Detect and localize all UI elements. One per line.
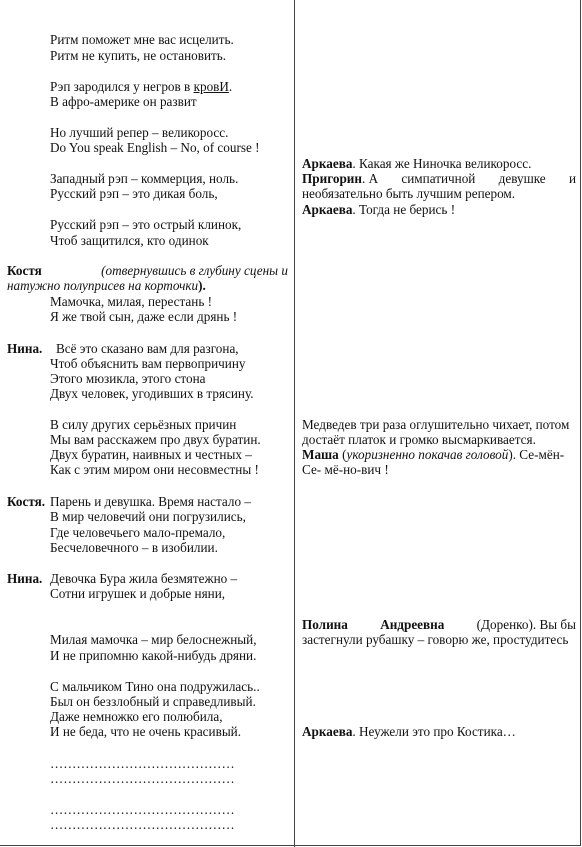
- verse-line: Рэп зародился у негров в кровИ.: [50, 79, 233, 94]
- stage-direction: укоризненно покачав головой: [346, 447, 509, 462]
- stage-direction: (отвернувшись в глубину сцены и: [101, 263, 288, 278]
- speaker-name: Полина: [302, 617, 348, 632]
- stage-direction-line: натужно полуприсев на корточки).: [7, 278, 206, 293]
- verse-line: Девочка Бура жила безмятежно –: [50, 571, 238, 586]
- speaker-name: Аркаева: [302, 202, 353, 217]
- verse-line: Мы вам расскажем про двух буратин.: [50, 432, 261, 447]
- remark-line: Се- мё-но-вич !: [302, 462, 389, 477]
- verse-line: Бесчеловечного – в изобилии.: [50, 540, 218, 555]
- verse-line: Но лучший репер – великоросс.: [50, 125, 229, 140]
- verse-line: Западный рэп – коммерция, ноль.: [50, 171, 239, 186]
- verse-line: В мир человечий они погрузились,: [50, 509, 246, 524]
- stage-direction-line: достаёт платок и громко высмаркивается.: [302, 432, 536, 447]
- speaker-name: Аркаева: [302, 156, 353, 171]
- verse-line: Этого мюзикла, этого стона: [50, 371, 206, 386]
- stage-direction-line: Медведев три раза оглушительно чихает, потом: [302, 417, 570, 432]
- remark-line: Маша (укоризненно покачав головой). Се-мён-: [302, 447, 565, 462]
- remark-line: Полина Андреевна (Доренко). Вы бы: [302, 617, 576, 632]
- speaker-name: Нина.: [7, 341, 43, 356]
- remark-line: Аркаева. Тогда не берись !: [302, 202, 456, 217]
- verse-line: С мальчиком Тино она подружилась..: [50, 679, 260, 694]
- verse-line: И не беда, что не очень красивый.: [50, 724, 242, 739]
- verse-line: Парень и девушка. Время настало –: [50, 494, 251, 509]
- verse-line: Двух буратин, наивных и честных –: [50, 447, 252, 462]
- speaker-name: Костя: [7, 263, 42, 278]
- verse-line: Был он беззлобный и справедливый.: [50, 694, 256, 709]
- speaker-name: Маша: [302, 447, 339, 462]
- remark-line: Аркаева. Какая же Ниночка великоросс.: [302, 156, 532, 171]
- verse-line: Двух человек, угодивших в трясину.: [50, 386, 254, 401]
- verse-line: Ритм не купить, не остановить.: [50, 48, 227, 63]
- speaker-line: [7, 263, 288, 278]
- verse-line: И не припомню какой-нибудь дряни.: [50, 648, 257, 663]
- remark-line: Пригорин. А симпатичной девушке и: [302, 171, 576, 186]
- underlined-word: кровИ: [193, 79, 229, 94]
- verse-line: Как с этим миром они несовместны !: [50, 462, 259, 477]
- verse-line: В афро-америке он развит: [50, 94, 197, 109]
- ellipsis-line: ……………………………………: [50, 771, 235, 786]
- remark-line: Аркаева. Неужели это про Костика…: [302, 724, 516, 739]
- speaker-name: Пригорин: [302, 171, 362, 186]
- verse-line: Я же твой сын, даже если дрянь !: [50, 309, 238, 324]
- verse-line: Мамочка, милая, перестань !: [50, 294, 213, 309]
- column-divider: [294, 0, 295, 847]
- verse-line: Чтоб объяснить вам первопричину: [50, 356, 246, 371]
- verse-line: Сотни игрушек и добрые няни,: [50, 586, 226, 601]
- ellipsis-line: ……………………………………: [50, 802, 235, 817]
- speaker-name: Андреевна: [380, 617, 445, 632]
- verse-line: Милая мамочка – мир белоснежный,: [50, 632, 257, 647]
- verse-line: Чтоб защитился, кто одинок: [50, 233, 209, 248]
- speaker-name: Костя.: [7, 494, 46, 509]
- verse-line: Русский рэп – это дикая боль,: [50, 186, 218, 201]
- verse-line: Do You speak English – No, of course !: [50, 140, 260, 155]
- verse-line: Где человечьего мало-премало,: [50, 525, 226, 540]
- verse-line: Даже немножко его полюбила,: [50, 709, 223, 724]
- remark-line: необязательно быть лучшим репером.: [302, 186, 516, 201]
- ellipsis-line: ……………………………………: [50, 817, 235, 832]
- verse-line: В силу других серьёзных причин: [50, 417, 237, 432]
- verse-line: Русский рэп – это острый клинок,: [50, 217, 242, 232]
- speaker-name: Нина.: [7, 571, 43, 586]
- verse-line: Всё это сказано вам для разгона,: [56, 341, 239, 356]
- remark-line: застегнули рубашку – говорю же, простудитесь: [302, 632, 569, 647]
- verse-line: Ритм поможет мне вас исцелить.: [50, 32, 234, 47]
- ellipsis-line: ……………………………………: [50, 756, 235, 771]
- speaker-name: Аркаева: [302, 724, 353, 739]
